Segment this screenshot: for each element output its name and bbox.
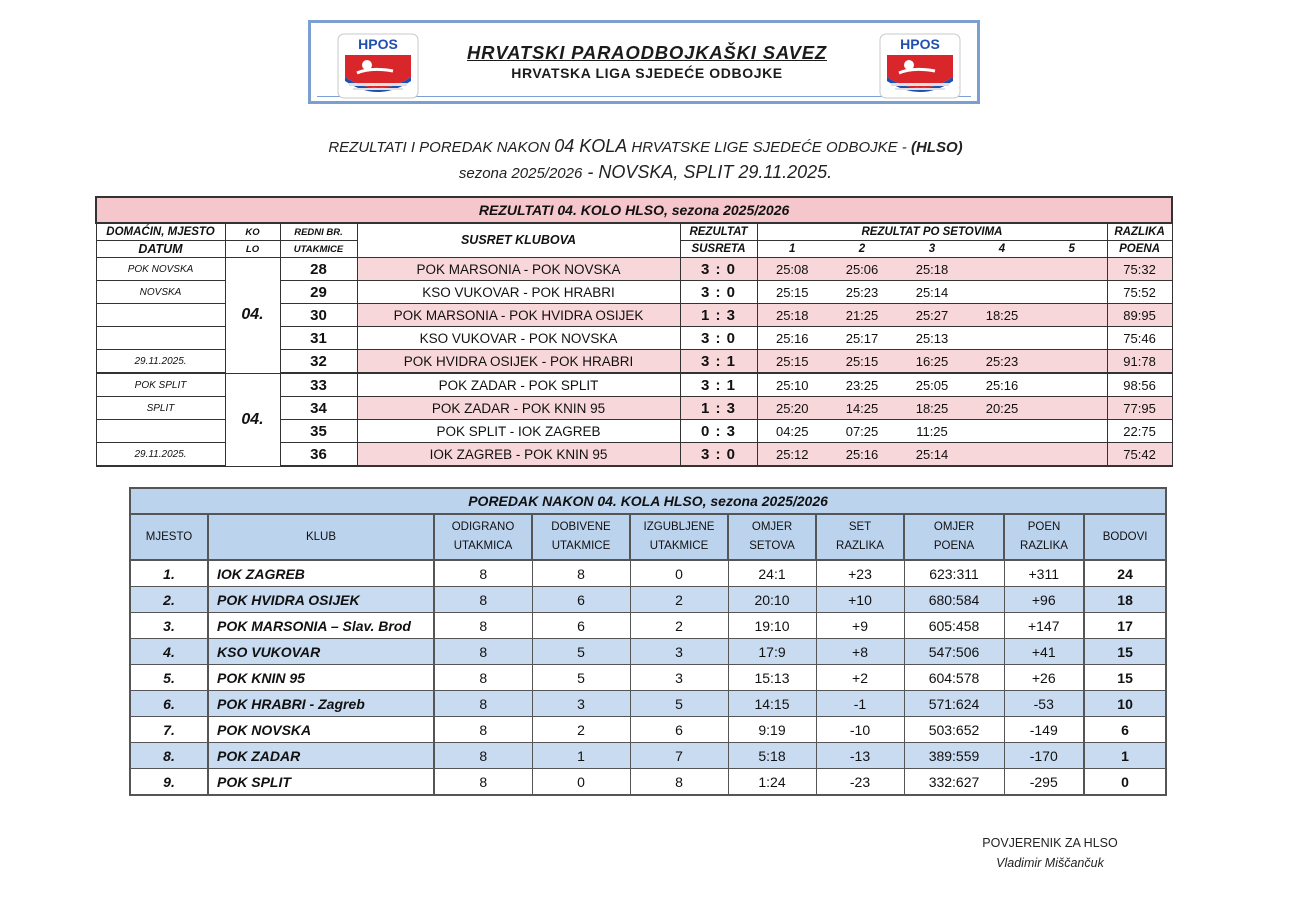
date-header: DATUM (96, 241, 225, 258)
match-no-header-b: UTAKMICE (280, 241, 357, 258)
set-4-score (967, 420, 1037, 443)
standing-total: 15 (1084, 665, 1166, 691)
set-2-score: 25:06 (827, 258, 897, 281)
standing-position: 3. (130, 613, 208, 639)
standing-lost: 3 (630, 639, 728, 665)
intro-season: sezona 2025/2026 (458, 165, 583, 182)
standing-club: POK KNIN 95 (208, 665, 434, 691)
standing-set-diff: +9 (816, 613, 904, 639)
set-2-score: 25:15 (827, 350, 897, 374)
standings-row (130, 639, 1166, 665)
standing-position: 2. (130, 587, 208, 613)
standing-total: 0 (1084, 769, 1166, 796)
standing-lost: 2 (630, 613, 728, 639)
signature-role: POVJERENIK ZA HLSO (982, 836, 1118, 850)
signature-name: Vladimir Miščančuk (996, 856, 1104, 870)
set-3-header: 3 (897, 241, 967, 258)
standing-club: POK HVIDRA OSIJEK (208, 587, 434, 613)
set-4-score: 20:25 (967, 397, 1037, 420)
set-1-score: 25:18 (757, 304, 827, 327)
standing-sets: 9:19 (728, 717, 816, 743)
standing-point-diff: +41 (1004, 639, 1084, 665)
standing-lost: 2 (630, 587, 728, 613)
match-number: 33 (280, 373, 357, 397)
match-teams: POK MARSONIA - POK NOVSKA (357, 258, 680, 281)
points-diff: 75:32 (1107, 258, 1172, 281)
standing-points: 623:311 (904, 560, 1004, 587)
match-teams: POK HVIDRA OSIJEK - POK HRABRI (357, 350, 680, 374)
standing-total: 17 (1084, 613, 1166, 639)
set-4-score (967, 258, 1037, 281)
intro-text-b: HRVATSKE LIGE SJEDEĆE ODBOJKE - (627, 139, 911, 156)
match-score: 3 : 1 (680, 350, 757, 374)
match-number: 32 (280, 350, 357, 374)
point-diff-header: POEN RAZLIKA (1004, 514, 1084, 560)
total-header: BODOVI (1084, 514, 1166, 560)
standing-played: 8 (434, 587, 532, 613)
hpos-logo-icon (879, 33, 961, 99)
set-5-score (1037, 420, 1107, 443)
match-info: 29.11.2025. (96, 443, 225, 467)
standing-points: 332:627 (904, 769, 1004, 796)
standings-row (130, 691, 1166, 717)
standing-total: 18 (1084, 587, 1166, 613)
standing-sets: 14:15 (728, 691, 816, 717)
match-score: 3 : 1 (680, 373, 757, 397)
match-info: SPLIT (96, 397, 225, 420)
federation-header (308, 20, 980, 104)
match-score: 3 : 0 (680, 443, 757, 467)
set-3-score: 11:25 (897, 420, 967, 443)
standing-lost: 8 (630, 769, 728, 796)
teams-header: SUSRET KLUBOVA (357, 223, 680, 258)
match-number: 28 (280, 258, 357, 281)
federation-title: HRVATSKI PARAODBOJKAŠKI SAVEZ (467, 42, 827, 63)
match-info: POK NOVSKA (96, 258, 225, 281)
standing-won: 3 (532, 691, 630, 717)
points-diff: 77:95 (1107, 397, 1172, 420)
sets-header: REZULTAT PO SETOVIMA (757, 223, 1107, 241)
standing-lost: 7 (630, 743, 728, 769)
header-inner (317, 27, 971, 97)
standing-position: 4. (130, 639, 208, 665)
match-info (96, 420, 225, 443)
set-3-score: 16:25 (897, 350, 967, 374)
standing-total: 24 (1084, 560, 1166, 587)
standing-total: 10 (1084, 691, 1166, 717)
standing-points: 503:652 (904, 717, 1004, 743)
set-3-score: 25:27 (897, 304, 967, 327)
lost-header: IZGUBLJENE UTAKMICE (630, 514, 728, 560)
intro-round: 04 KOLA (554, 136, 628, 156)
standing-point-diff: -170 (1004, 743, 1084, 769)
set-2-header: 2 (827, 241, 897, 258)
match-number: 34 (280, 397, 357, 420)
match-teams: IOK ZAGREB - POK KNIN 95 (357, 443, 680, 467)
standings-table (129, 487, 1167, 796)
match-score: 1 : 3 (680, 304, 757, 327)
standing-point-diff: -295 (1004, 769, 1084, 796)
standing-point-diff: +147 (1004, 613, 1084, 639)
set-5-score (1037, 327, 1107, 350)
set-1-score: 25:08 (757, 258, 827, 281)
standing-lost: 0 (630, 560, 728, 587)
standing-points: 680:584 (904, 587, 1004, 613)
standing-sets: 5:18 (728, 743, 816, 769)
logo-text: HPOS (358, 36, 398, 52)
standing-set-diff: -10 (816, 717, 904, 743)
standing-point-diff: +96 (1004, 587, 1084, 613)
set-4-score: 25:16 (967, 373, 1037, 397)
standing-sets: 17:9 (728, 639, 816, 665)
match-score: 3 : 0 (680, 258, 757, 281)
set-1-score: 25:20 (757, 397, 827, 420)
set-4-header: 4 (967, 241, 1037, 258)
set-3-score: 18:25 (897, 397, 967, 420)
standing-won: 6 (532, 613, 630, 639)
set-4-score (967, 327, 1037, 350)
set-4-score: 18:25 (967, 304, 1037, 327)
standing-played: 8 (434, 639, 532, 665)
standings-title: POREDAK NAKON 04. KOLA HLSO, sezona 2025/2026 (130, 488, 1166, 514)
diff-header-a: RAZLIKA (1107, 223, 1172, 241)
results-title: REZULTATI 04. KOLO HLSO, sezona 2025/2026 (96, 197, 1172, 223)
match-info: 29.11.2025. (96, 350, 225, 374)
match-teams: POK SPLIT - IOK ZAGREB (357, 420, 680, 443)
set-5-score (1037, 397, 1107, 420)
round-number: 04. (225, 258, 280, 374)
standing-position: 7. (130, 717, 208, 743)
standing-set-diff: +8 (816, 639, 904, 665)
standing-total: 15 (1084, 639, 1166, 665)
set-5-score (1037, 373, 1107, 397)
standing-club: IOK ZAGREB (208, 560, 434, 587)
standing-position: 6. (130, 691, 208, 717)
sets-ratio-header: OMJER SETOVA (728, 514, 816, 560)
standing-played: 8 (434, 665, 532, 691)
standing-lost: 5 (630, 691, 728, 717)
intro-venue-date: - NOVSKA, SPLIT 29.11.2025. (582, 162, 833, 182)
results-header-row-1 (96, 223, 1172, 241)
logo-text: HPOS (900, 36, 940, 52)
standing-played: 8 (434, 717, 532, 743)
standings-row (130, 717, 1166, 743)
match-teams: POK ZADAR - POK SPLIT (357, 373, 680, 397)
standing-won: 8 (532, 560, 630, 587)
standing-sets: 1:24 (728, 769, 816, 796)
standing-set-diff: -23 (816, 769, 904, 796)
standing-lost: 3 (630, 665, 728, 691)
standing-won: 1 (532, 743, 630, 769)
set-3-score: 25:14 (897, 443, 967, 467)
standing-set-diff: -1 (816, 691, 904, 717)
standing-played: 8 (434, 613, 532, 639)
match-number: 29 (280, 281, 357, 304)
standings-row (130, 613, 1166, 639)
points-diff: 22:75 (1107, 420, 1172, 443)
points-ratio-header: OMJER POENA (904, 514, 1004, 560)
match-number: 30 (280, 304, 357, 327)
standing-point-diff: +26 (1004, 665, 1084, 691)
set-5-score (1037, 304, 1107, 327)
standing-total: 1 (1084, 743, 1166, 769)
round-header-b: LO (225, 241, 280, 258)
standing-sets: 19:10 (728, 613, 816, 639)
round-header-a: KO (225, 223, 280, 241)
standing-sets: 15:13 (728, 665, 816, 691)
standing-point-diff: -149 (1004, 717, 1084, 743)
standing-club: POK MARSONIA – Slav. Brod (208, 613, 434, 639)
standing-club: POK NOVSKA (208, 717, 434, 743)
intro-league-abbr: (HLSO) (910, 139, 963, 156)
match-teams: POK MARSONIA - POK HVIDRA OSIJEK (357, 304, 680, 327)
standing-point-diff: -53 (1004, 691, 1084, 717)
standing-position: 9. (130, 769, 208, 796)
match-score: 0 : 3 (680, 420, 757, 443)
standing-set-diff: +23 (816, 560, 904, 587)
points-diff: 89:95 (1107, 304, 1172, 327)
standing-position: 1. (130, 560, 208, 587)
intro-line-1 (0, 136, 1291, 157)
set-5-score (1037, 281, 1107, 304)
league-title: HRVATSKA LIGA SJEDEĆE ODBOJKE (511, 65, 783, 81)
points-diff: 91:78 (1107, 350, 1172, 374)
match-score: 3 : 0 (680, 327, 757, 350)
set-2-score: 07:25 (827, 420, 897, 443)
set-2-score: 25:16 (827, 443, 897, 467)
standings-title-row (130, 488, 1166, 514)
results-table (95, 196, 1173, 467)
set-5-score (1037, 443, 1107, 467)
set-1-score: 25:15 (757, 281, 827, 304)
standing-club: POK ZADAR (208, 743, 434, 769)
standing-won: 5 (532, 665, 630, 691)
match-no-header-a: REDNI BR. (280, 223, 357, 241)
standing-points: 389:559 (904, 743, 1004, 769)
host-header: DOMAĆIN, MJESTO (96, 223, 225, 241)
set-3-score: 25:14 (897, 281, 967, 304)
standing-club: KSO VUKOVAR (208, 639, 434, 665)
intro-text-a: REZULTATI I POREDAK NAKON (328, 139, 555, 156)
standing-points: 571:624 (904, 691, 1004, 717)
set-4-score (967, 443, 1037, 467)
played-header: ODIGRANO UTAKMICA (434, 514, 532, 560)
match-teams: KSO VUKOVAR - POK NOVSKA (357, 327, 680, 350)
points-diff: 75:52 (1107, 281, 1172, 304)
standing-set-diff: +2 (816, 665, 904, 691)
hpos-logo-icon (337, 33, 419, 99)
standing-played: 8 (434, 743, 532, 769)
match-info: POK SPLIT (96, 373, 225, 397)
standing-set-diff: -13 (816, 743, 904, 769)
standing-won: 6 (532, 587, 630, 613)
hpos-logo-right (879, 33, 961, 99)
set-3-score: 25:05 (897, 373, 967, 397)
match-row (96, 373, 1172, 397)
set-5-score (1037, 258, 1107, 281)
results-title-row (96, 197, 1172, 223)
match-teams: KSO VUKOVAR - POK HRABRI (357, 281, 680, 304)
round-number: 04. (225, 373, 280, 466)
match-row (96, 258, 1172, 281)
won-header: DOBIVENE UTAKMICE (532, 514, 630, 560)
standing-position: 5. (130, 665, 208, 691)
set-1-score: 25:10 (757, 373, 827, 397)
match-info (96, 327, 225, 350)
set-2-score: 25:17 (827, 327, 897, 350)
standing-position: 8. (130, 743, 208, 769)
set-1-score: 25:15 (757, 350, 827, 374)
standings-row (130, 665, 1166, 691)
standing-played: 8 (434, 560, 532, 587)
match-number: 35 (280, 420, 357, 443)
standings-row (130, 743, 1166, 769)
standing-played: 8 (434, 691, 532, 717)
set-3-score: 25:13 (897, 327, 967, 350)
standing-point-diff: +311 (1004, 560, 1084, 587)
standing-sets: 20:10 (728, 587, 816, 613)
set-4-score: 25:23 (967, 350, 1037, 374)
standing-total: 6 (1084, 717, 1166, 743)
standing-club: POK SPLIT (208, 769, 434, 796)
club-header: KLUB (208, 514, 434, 560)
standing-points: 605:458 (904, 613, 1004, 639)
standing-lost: 6 (630, 717, 728, 743)
set-2-score: 14:25 (827, 397, 897, 420)
set-1-score: 04:25 (757, 420, 827, 443)
standing-won: 2 (532, 717, 630, 743)
standing-points: 547:506 (904, 639, 1004, 665)
intro-line-2 (0, 162, 1291, 183)
hpos-logo-left (337, 33, 419, 99)
match-info (96, 304, 225, 327)
standing-points: 604:578 (904, 665, 1004, 691)
standings-row (130, 587, 1166, 613)
standing-club: POK HRABRI - Zagreb (208, 691, 434, 717)
standing-set-diff: +10 (816, 587, 904, 613)
set-2-score: 21:25 (827, 304, 897, 327)
set-3-score: 25:18 (897, 258, 967, 281)
set-diff-header: SET RAZLIKA (816, 514, 904, 560)
set-2-score: 23:25 (827, 373, 897, 397)
match-score: 3 : 0 (680, 281, 757, 304)
standings-header-row (130, 514, 1166, 560)
set-1-score: 25:12 (757, 443, 827, 467)
match-number: 36 (280, 443, 357, 467)
set-5-score (1037, 350, 1107, 374)
standing-won: 5 (532, 639, 630, 665)
diff-header-b: POENA (1107, 241, 1172, 258)
match-number: 31 (280, 327, 357, 350)
match-info: NOVSKA (96, 281, 225, 304)
result-header-b: SUSRETA (680, 241, 757, 258)
set-1-score: 25:16 (757, 327, 827, 350)
standings-row (130, 769, 1166, 796)
points-diff: 75:46 (1107, 327, 1172, 350)
set-2-score: 25:23 (827, 281, 897, 304)
result-header-a: REZULTAT (680, 223, 757, 241)
match-teams: POK ZADAR - POK KNIN 95 (357, 397, 680, 420)
set-5-header: 5 (1037, 241, 1107, 258)
set-4-score (967, 281, 1037, 304)
set-1-header: 1 (757, 241, 827, 258)
standing-won: 0 (532, 769, 630, 796)
points-diff: 98:56 (1107, 373, 1172, 397)
points-diff: 75:42 (1107, 443, 1172, 467)
standing-played: 8 (434, 769, 532, 796)
match-score: 1 : 3 (680, 397, 757, 420)
standing-sets: 24:1 (728, 560, 816, 587)
standings-row (130, 560, 1166, 587)
pos-header: MJESTO (130, 514, 208, 560)
